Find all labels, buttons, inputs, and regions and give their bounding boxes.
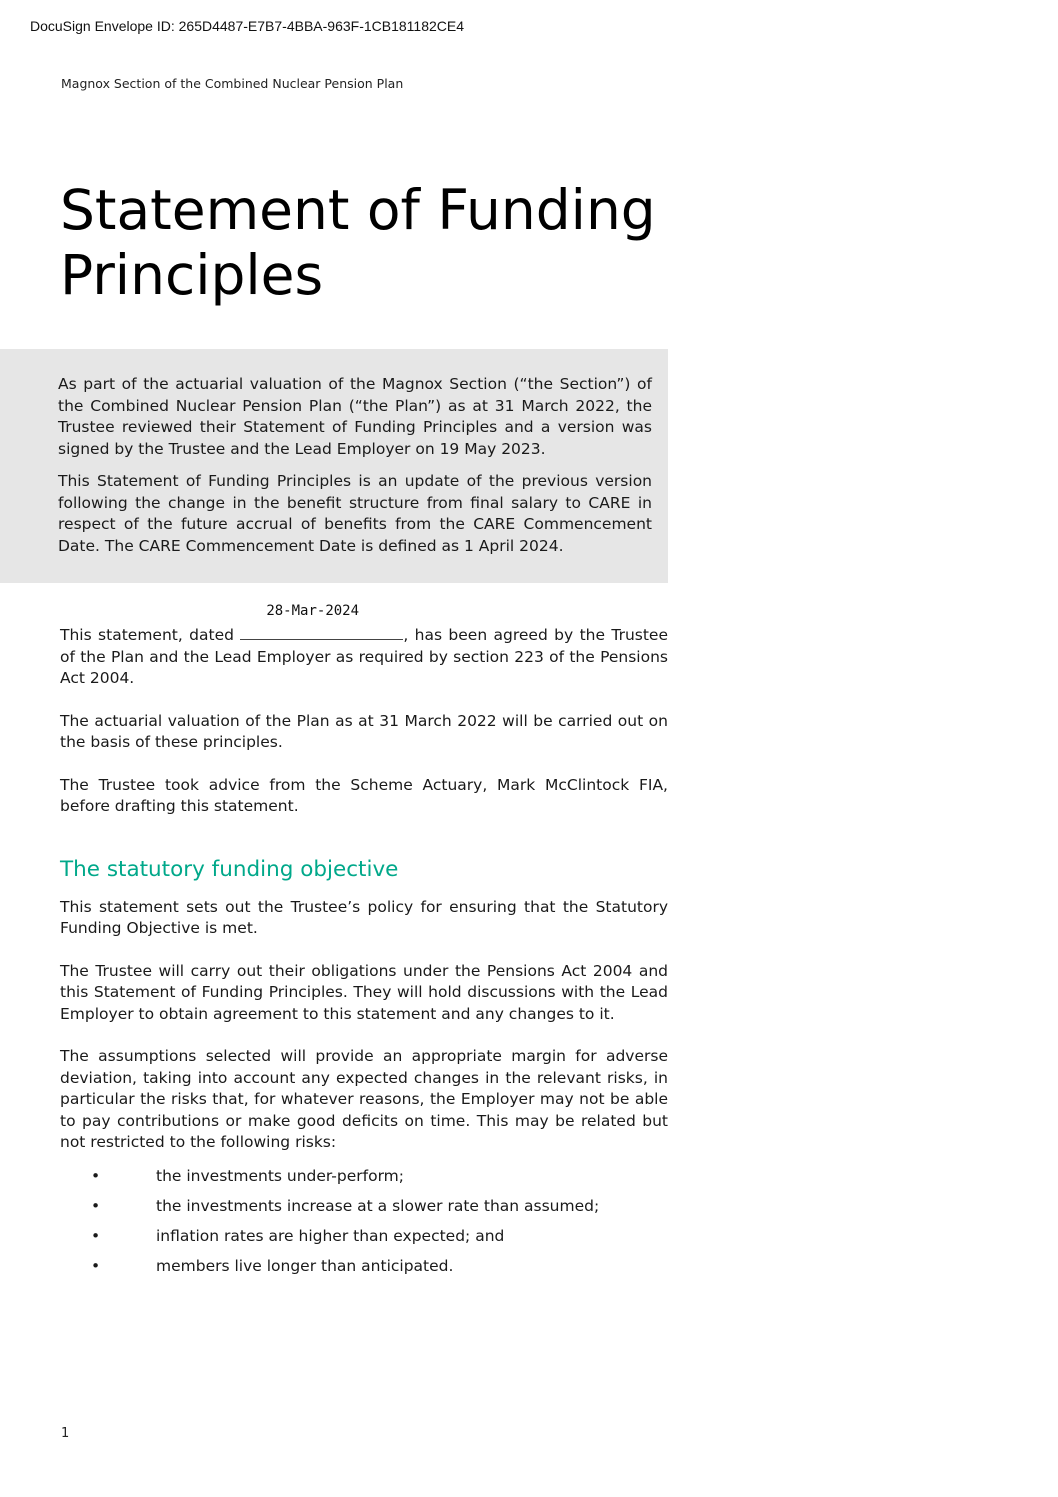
policy-paragraph: This statement sets out the Trustee’s policy for ensuring that the Statutory Funding Objective is met.: [60, 897, 668, 937]
valuation-paragraph: The actuarial valuation of the Plan as at 31 March 2022 will be carried out on the basis of these principles.: [60, 711, 668, 751]
bullet-icon: •: [91, 1196, 101, 1215]
document-body: [60, 603, 668, 1286]
list-item: • the investments increase at a slower rate than assumed;: [60, 1196, 668, 1218]
dated-prefix: This statement, dated: [60, 626, 241, 644]
document-title: [60, 178, 760, 308]
running-header: Magnox Section of the Combined Nuclear Pension Plan: [61, 76, 404, 91]
dated-statement-paragraph: [60, 603, 668, 690]
dated-suffix: , has been agreed by the Trustee of the Plan and the Lead Employer as required by section 223 of the Pensions Act 2004.: [60, 626, 668, 687]
advice-paragraph: The Trustee took advice from the Scheme Actuary, Mark McClintock FIA, before drafting this statement.: [60, 775, 668, 815]
list-item: • the investments under-perform;: [60, 1166, 668, 1188]
list-item: • members live longer than anticipated.: [60, 1256, 668, 1278]
summary-box: [0, 349, 668, 583]
title-line-1: Statement of Funding: [60, 178, 656, 242]
signature-date-field: [240, 603, 403, 640]
title-line-2: Principles: [60, 243, 324, 307]
assumptions-paragraph: The assumptions selected will provide an appropriate margin for adverse deviation, taking into account any expected changes in the relevant risks, in particular the risks that, for whatever reasons, the Employer may not be able to pay contributions or make good deficits on time. This may be related but not restricted to the following risks:: [60, 1047, 668, 1151]
summary-paragraph-1: As part of the actuarial valuation of the Magnox Section (“the Section”) of the Combined Nuclear Pension Plan (“the Plan”) as at 31 March 2022, the Trustee reviewed their Statement of Funding Principles and a version was signed by the Trustee and the Lead Employer on 19 May 2023.: [58, 375, 652, 458]
bullet-icon: •: [91, 1226, 101, 1245]
signed-date: 28-Mar-2024: [266, 603, 360, 619]
docusign-envelope-id: DocuSign Envelope ID: 265D4487-E7B7-4BBA-963F-1CB181182CE4: [30, 18, 465, 34]
page-number: 1: [61, 1426, 70, 1441]
risks-list: [60, 1166, 668, 1278]
list-item: • inflation rates are higher than expected; and: [60, 1226, 668, 1248]
section-heading-funding-objective: The statutory funding objective: [60, 856, 399, 882]
obligations-paragraph: The Trustee will carry out their obligations under the Pensions Act 2004 and this Statement of Funding Principles. They will hold discussions with the Lead Employer to obtain agreement to this statement and any changes to it.: [60, 961, 668, 1023]
bullet-icon: •: [91, 1256, 101, 1275]
bullet-icon: •: [91, 1166, 101, 1185]
summary-paragraph-2: This Statement of Funding Principles is an update of the previous version following the change in the benefit structure from final salary to CARE in respect of the future accrual of benefits from the CARE Commencement Date. The CARE Commencement Date is defined as 1 April 2024.: [58, 472, 652, 555]
